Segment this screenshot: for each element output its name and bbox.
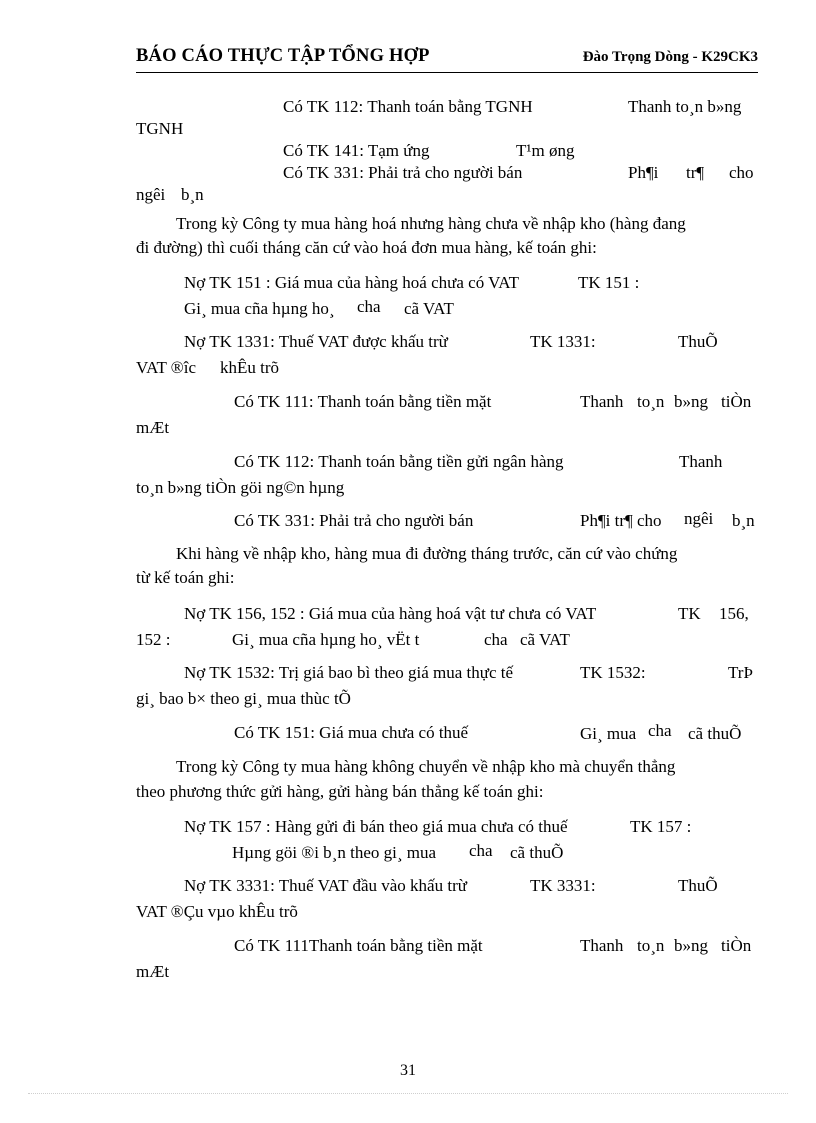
text-line: Có TK 112: Thanh toán bằng tiền gửi ngân hàng [234, 452, 564, 471]
text-line: Nợ TK 151 : Giá mua của hàng hoá chưa có VAT [184, 273, 519, 292]
text-line: Có TK 331: Phải trả cho người bán [234, 511, 474, 530]
page-bottom-divider [28, 1093, 788, 1094]
author-label: Đào Trọng Dòng - K29CK3 [582, 49, 758, 65]
text-line: Hµng göi ®i b¸n theo gi¸ mua [232, 843, 437, 862]
text-line: ngêi [136, 185, 166, 204]
text-line: TrÞ [728, 663, 753, 682]
text-line: gi¸ bao b× theo gi¸ mua thùc tÕ [136, 689, 351, 708]
text-line: 152 : [136, 630, 171, 649]
paragraph-line: Khi hàng về nhập kho, hàng mua đi đường tháng trước, căn cứ vào chứng [176, 544, 678, 563]
text-line: ThuÕ [678, 332, 718, 351]
text-line: ngêi [684, 509, 714, 528]
page-number: 31 [400, 1062, 416, 1079]
text-line: Thanh to¸n b»ng [628, 97, 742, 116]
text-line: Ph¶i [628, 163, 659, 182]
text-line: Ph¶i tr¶ cho [580, 511, 662, 530]
text-line: TK 1532: [580, 663, 646, 682]
text-line: cha [469, 841, 493, 860]
text-line: Nợ TK 156, 152 : Giá mua của hàng hoá vật tư chưa có VAT [184, 604, 597, 623]
text-line: Gi¸ mua cña hµng ho¸ [184, 299, 335, 318]
text-line: TK 157 : [630, 817, 692, 836]
text-line: b¸n [181, 185, 204, 204]
text-line: cã thuÕ [688, 724, 742, 743]
text-line: cã VAT [404, 299, 454, 318]
text-line: b»ng [674, 936, 708, 955]
text-line: to¸n b»ng tiÒn göi ng©n hµng [136, 478, 345, 497]
text-line: cho [729, 163, 754, 182]
text-line: Có TK 112: Thanh toán bằng TGNH [283, 97, 533, 116]
text-line: tr¶ [686, 163, 705, 182]
text-line: Nợ TK 157 : Hàng gửi đi bán theo giá mua chưa có thuế [184, 817, 568, 836]
text-line: Có TK 111: Thanh toán bằng tiền mặt [234, 392, 492, 411]
text-line: Nợ TK 3331: Thuế VAT đầu vào khấu trừ [184, 876, 467, 895]
text-line: Gi¸ mua [580, 724, 637, 743]
paragraph-line: từ kế toán ghi: [136, 568, 235, 587]
text-line: to¸n [637, 392, 665, 411]
text-line: Nợ TK 1532: Trị giá bao bì theo giá mua thực tế [184, 663, 514, 682]
paragraph-line: theo phương thức gửi hàng, gửi hàng bán thẳng kế toán ghi: [136, 782, 544, 801]
text-line: cha [648, 721, 672, 740]
text-line: TK [678, 604, 701, 623]
text-line: khÊu trõ [220, 358, 280, 377]
text-line: TK 1331: [530, 332, 596, 351]
text-line: to¸n [637, 936, 665, 955]
paragraph-line: Trong kỳ Công ty mua hàng không chuyển về nhập kho mà chuyển thẳng [176, 757, 676, 776]
text-line: b¸n [732, 511, 755, 530]
text-line: TK 3331: [530, 876, 596, 895]
text-line: tiÒn [721, 936, 752, 955]
paragraph-line: Trong kỳ Công ty mua hàng hoá nhưng hàng chưa về nhập kho (hàng đang [176, 214, 686, 233]
text-line: Có TK 141: Tạm ứng [283, 141, 430, 160]
text-line: Thanh [580, 936, 624, 955]
text-line: VAT ®îc [136, 358, 196, 377]
text-line: tiÒn [721, 392, 752, 411]
page-header [136, 46, 758, 73]
text-line: Thanh [679, 452, 723, 471]
text-line: TK 151 : [578, 273, 640, 292]
text-line: Gi¸ mua cña hµng ho¸ vËt t [232, 630, 420, 649]
text-line: cha [357, 297, 381, 316]
text-line: cã VAT [520, 630, 570, 649]
text-line: T¹m øng [516, 141, 575, 160]
text-line: ThuÕ [678, 876, 718, 895]
paragraph-line: đi đường) thì cuối tháng căn cứ vào hoá đơn mua hàng, kế toán ghi: [136, 238, 597, 257]
text-line: Thanh [580, 392, 624, 411]
text-line: 156, [719, 604, 749, 623]
text-line: mÆt [136, 962, 170, 981]
text-line: VAT ®Çu vµo khÊu trõ [136, 902, 298, 921]
text-line: Có TK 151: Giá mua chưa có thuế [234, 723, 469, 742]
text-line: mÆt [136, 418, 170, 437]
text-line: TGNH [136, 119, 184, 138]
text-line: cha [484, 630, 508, 649]
text-line: cã thuÕ [510, 843, 564, 862]
text-line: b»ng [674, 392, 708, 411]
text-line: Có TK 111Thanh toán bằng tiền mặt [234, 936, 483, 955]
report-title: BÁO CÁO THỰC TẬP TỔNG HỢP [136, 46, 430, 66]
text-line: Nợ TK 1331: Thuế VAT được khấu trừ [184, 332, 448, 351]
text-line: Có TK 331: Phải trả cho người bán [283, 163, 523, 182]
